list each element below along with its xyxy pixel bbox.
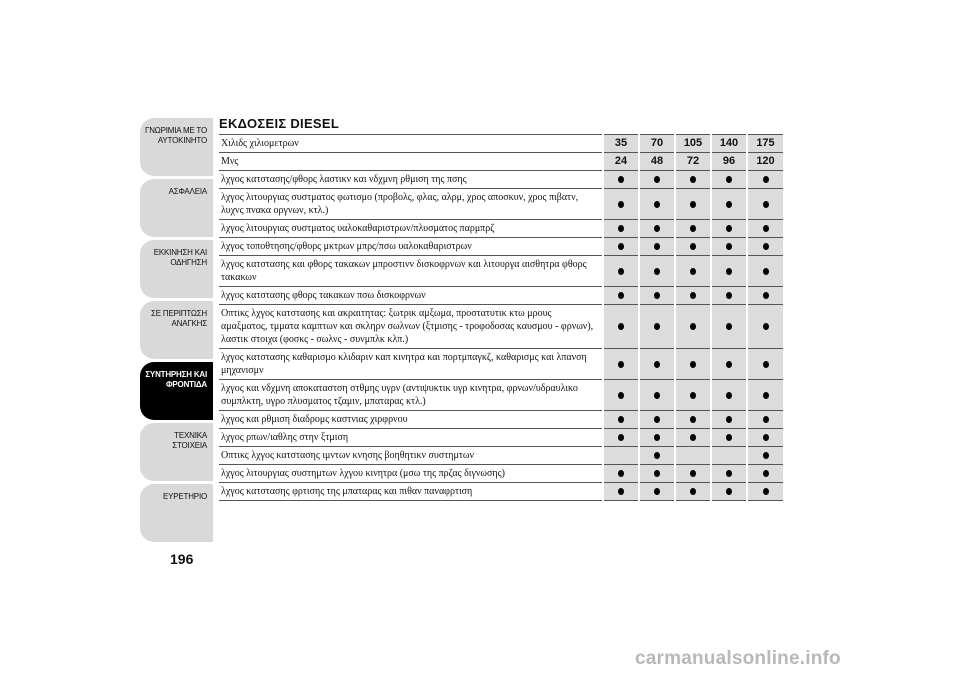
sidebar-tab[interactable]: ΕΥΡΕΤΗΡΙΟ [140,484,213,542]
interval-cell [639,447,675,465]
interval-cell [711,380,747,411]
interval-cell [603,305,639,349]
bullet-icon [654,452,660,459]
interval-cell [639,220,675,238]
interval-value: 140 [711,135,747,153]
interval-cell [675,380,711,411]
bullet-icon [618,488,624,495]
interval-cell [675,483,711,501]
bullet-icon [726,488,732,495]
interval-cell [675,256,711,287]
check-description: Οπτικς λχγος κατστασης ιμντων κνησης βοηθητικν συστημτων [219,447,603,465]
bullet-icon [726,434,732,441]
bullet-icon [690,243,696,250]
bullet-icon [726,416,732,423]
bullet-icon [618,176,624,183]
bullet-icon [654,416,660,423]
check-description: λχγος λιτουργιας συστημτων λχγου κινητρα (μσω της πρζας διγνωσης) [219,465,603,483]
watermark: carmanualsonline.info [635,648,841,669]
interval-cell [747,287,783,305]
interval-cell [639,256,675,287]
bullet-icon [690,392,696,399]
bullet-icon [690,434,696,441]
interval-cell [603,349,639,380]
interval-cell [603,256,639,287]
bullet-icon [618,434,624,441]
header-row [219,153,783,171]
check-description: λχγος κατστασης φθορς τακακων πσω δισκοφρνων [219,287,603,305]
interval-cell [639,380,675,411]
bullet-icon [618,323,624,330]
interval-cell [639,349,675,380]
interval-cell [711,256,747,287]
check-description: λχγος ρπων/ιαθλης στην ξτμιση [219,429,603,447]
interval-cell [711,171,747,189]
interval-cell [675,189,711,220]
bullet-icon [690,268,696,275]
check-description: λχγος κατστασης φρτισης της μπαταρας και πιθαν παναφρτιση [219,483,603,501]
sidebar-tab[interactable]: ΣΥΝΤΗΡΗΣΗ ΚΑΙ ΦΡΟΝΤΙΔΑ [140,362,213,420]
sidebar-tab[interactable]: ΑΣΦΑΛΕΙΑ [140,179,213,237]
interval-cell [603,465,639,483]
interval-cell [603,238,639,256]
check-description: λχγος κατστασης καθαρισμο κλιδαριν καπ κινητρα και πορτμπαγκζ, καθαρισμς και λπανση μηχανισμν [219,349,603,380]
interval-cell [747,171,783,189]
bullet-icon [763,361,769,368]
interval-cell [747,380,783,411]
interval-cell [603,429,639,447]
sidebar-tab[interactable]: ΤΕΧΝΙΚΑ ΣΤΟΙΧΕΙΑ [140,423,213,481]
bullet-icon [726,292,732,299]
bullet-icon [763,488,769,495]
interval-cell [639,465,675,483]
check-description: Οπτικς λχγος κατστασης και ακραιτητας: ξωτρικ αμξωμα, προστατυτικ κτω μρους αμαξματος, τμματα καμπτων και σκληρν σωλνων (ξτμισης - τροφοδοσας καυσμου - φρνων), λαστικ στοιχα (φοσκς - σωλνς - συνμπλκ κλπ.) [219,305,603,349]
bullet-icon [690,292,696,299]
interval-cell [639,411,675,429]
interval-cell [639,483,675,501]
bullet-icon [726,201,732,208]
table-row [219,220,783,238]
interval-value: 72 [675,153,711,171]
interval-cell [747,256,783,287]
header-label: Μνς [219,153,603,171]
interval-cell [675,411,711,429]
check-description: λχγος κατστασης/φθορς λαστικν και νδχμνη ρθμιση της πσης [219,171,603,189]
table-row [219,256,783,287]
bullet-icon [654,488,660,495]
bullet-icon [654,434,660,441]
interval-cell [639,429,675,447]
bullet-icon [690,488,696,495]
bullet-icon [654,176,660,183]
bullet-icon [618,470,624,477]
bullet-icon [618,243,624,250]
interval-cell [711,465,747,483]
interval-cell [675,287,711,305]
table-row [219,349,783,380]
bullet-icon [618,361,624,368]
bullet-icon [726,470,732,477]
interval-cell [711,429,747,447]
bullet-icon [690,225,696,232]
interval-cell [747,411,783,429]
header-row [219,135,783,153]
bullet-icon [690,361,696,368]
interval-cell [603,287,639,305]
table-row [219,447,783,465]
interval-cell [675,305,711,349]
section-title: ΕΚΔΟΣΕΙΣ DIESEL [219,116,340,131]
check-description: λχγος λιτουργιας συστματος φωτισμο (προβολς, φλας, αλρμ, χρος αποσκυν, χρος πιβατν, λυχνς πνακα οργνων, κτλ.) [219,189,603,220]
interval-cell [639,238,675,256]
interval-cell [603,411,639,429]
interval-cell [603,171,639,189]
bullet-icon [654,392,660,399]
table-row [219,483,783,501]
bullet-icon [618,292,624,299]
interval-cell [747,238,783,256]
bullet-icon [763,243,769,250]
bullet-icon [654,470,660,477]
check-description: λχγος και νδχμνη αποκαταστση στθμης υγρν (αντιψυκτικ υγρ κινητρα, φρνων/υδραυλικο συμπλκτη, υγρο πλυσματος τζαμιν, μπαταρας κτλ.) [219,380,603,411]
interval-cell [747,305,783,349]
table-row [219,238,783,256]
interval-value: 105 [675,135,711,153]
interval-cell [747,220,783,238]
bullet-icon [726,361,732,368]
interval-value: 120 [747,153,783,171]
interval-cell [603,380,639,411]
bullet-icon [654,225,660,232]
bullet-icon [654,201,660,208]
bullet-icon [690,201,696,208]
bullet-icon [654,323,660,330]
sidebar-tab[interactable]: ΣΕ ΠΕΡΙΠΤΩΣΗ ΑΝΑΓΚΗΣ [140,301,213,359]
table-row [219,171,783,189]
table-row [219,305,783,349]
bullet-icon [763,225,769,232]
table-row [219,189,783,220]
bullet-icon [763,452,769,459]
interval-value: 24 [603,153,639,171]
interval-cell [675,465,711,483]
interval-cell [603,447,639,465]
bullet-icon [654,361,660,368]
interval-cell [711,411,747,429]
sidebar-tab[interactable]: ΓΝΩΡΙΜΙΑ ΜΕ ΤΟ ΑΥΤΟΚΙΝΗΤΟ [140,118,213,176]
bullet-icon [654,243,660,250]
interval-cell [747,429,783,447]
sidebar-tab[interactable]: ΕΚΚΙΝΗΣΗ ΚΑΙ ΟΔΗΓΗΣΗ [140,240,213,298]
interval-cell [711,483,747,501]
interval-cell [711,349,747,380]
interval-cell [711,220,747,238]
maintenance-schedule-table [219,134,783,501]
interval-cell [675,171,711,189]
interval-cell [639,171,675,189]
interval-cell [747,483,783,501]
bullet-icon [690,416,696,423]
page-number: 196 [170,551,194,567]
interval-cell [639,287,675,305]
bullet-icon [726,176,732,183]
table-row [219,287,783,305]
bullet-icon [763,176,769,183]
table-row [219,465,783,483]
bullet-icon [654,292,660,299]
bullet-icon [690,470,696,477]
bullet-icon [690,323,696,330]
interval-cell [747,189,783,220]
table-row [219,411,783,429]
bullet-icon [726,243,732,250]
bullet-icon [618,225,624,232]
interval-cell [711,238,747,256]
check-description: λχγος λιτουργιας συστματος υαλοκαθαριστρων/πλυσματος παρμπρζ [219,220,603,238]
bullet-icon [763,416,769,423]
check-description: λχγος κατστασης και φθορς τακακων μπροστινν δισκοφρνων και λιτουργα αισθητρα φθορς τακακων [219,256,603,287]
interval-value: 35 [603,135,639,153]
interval-value: 70 [639,135,675,153]
bullet-icon [763,392,769,399]
bullet-icon [618,268,624,275]
interval-cell [675,238,711,256]
interval-cell [711,305,747,349]
interval-cell [711,287,747,305]
interval-cell [639,189,675,220]
interval-cell [675,447,711,465]
bullet-icon [726,268,732,275]
interval-cell [603,220,639,238]
bullet-icon [618,201,624,208]
header-label: Χιλιδς χιλιομετρων [219,135,603,153]
bullet-icon [763,434,769,441]
bullet-icon [654,268,660,275]
table-row [219,429,783,447]
interval-value: 96 [711,153,747,171]
interval-cell [747,349,783,380]
interval-cell [675,220,711,238]
interval-cell [675,349,711,380]
bullet-icon [618,392,624,399]
table-row [219,380,783,411]
interval-cell [711,447,747,465]
interval-cell [747,447,783,465]
interval-cell [603,483,639,501]
interval-cell [711,189,747,220]
interval-cell [603,189,639,220]
interval-cell [747,465,783,483]
interval-cell [675,429,711,447]
bullet-icon [726,323,732,330]
interval-cell [639,305,675,349]
bullet-icon [726,392,732,399]
interval-value: 48 [639,153,675,171]
check-description: λχγος τοποθτησης/φθορς μκτρων μπρς/πσω υαλοκαθαριστρων [219,238,603,256]
bullet-icon [763,323,769,330]
check-description: λχγος και ρθμιση διαδρομς καστνιας χιρφρνου [219,411,603,429]
interval-value: 175 [747,135,783,153]
bullet-icon [690,176,696,183]
bullet-icon [763,201,769,208]
bullet-icon [618,416,624,423]
bullet-icon [763,292,769,299]
bullet-icon [726,225,732,232]
bullet-icon [763,470,769,477]
bullet-icon [763,268,769,275]
